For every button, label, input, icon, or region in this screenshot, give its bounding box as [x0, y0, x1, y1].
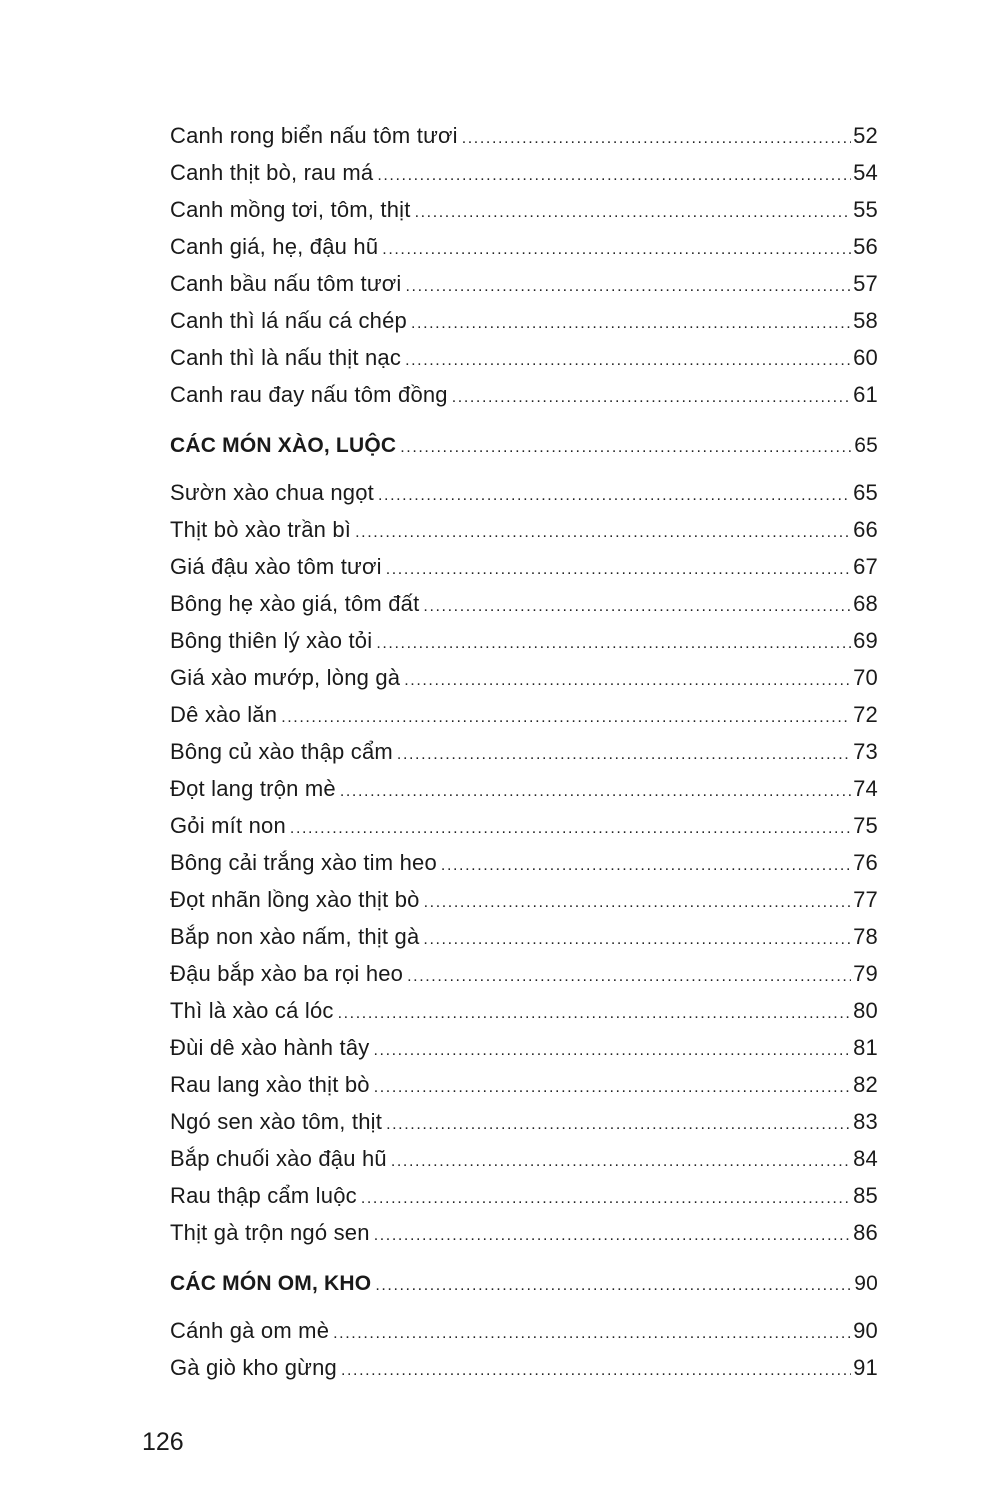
- entry-title: Đọt lang trộn mè: [170, 776, 336, 801]
- dot-leader: [441, 847, 851, 884]
- toc-entry: [170, 339, 878, 376]
- entry-page-number: 76: [853, 850, 878, 875]
- entry-page-number: 83: [853, 1109, 878, 1134]
- dot-leader: [405, 342, 851, 379]
- entry-page-number: 65: [854, 434, 878, 457]
- entry-page-number: 68: [853, 591, 878, 616]
- entry-title: Canh rau đay nấu tôm đồng: [170, 382, 448, 407]
- dot-leader: [382, 231, 851, 268]
- dot-leader: [375, 1267, 852, 1304]
- entry-title: Đọt nhãn lồng xào thịt bò: [170, 887, 420, 912]
- entry-title: Dê xào lăn: [170, 702, 278, 727]
- entry-title: Gỏi mít non: [170, 813, 286, 838]
- dot-leader: [340, 773, 851, 810]
- entry-title: Giá xào mướp, lòng gà: [170, 665, 401, 690]
- toc-entry: [170, 733, 878, 770]
- toc-entry: [170, 881, 878, 918]
- toc-entry: [170, 474, 878, 511]
- toc-entry: [170, 1140, 878, 1177]
- toc-entry: [170, 265, 878, 302]
- dot-leader: [411, 305, 851, 342]
- toc-entry: [170, 228, 878, 265]
- entry-page-number: 57: [853, 271, 878, 296]
- dot-leader: [341, 1352, 851, 1389]
- entry-title: Canh giá, hẹ, đậu hũ: [170, 234, 379, 259]
- entry-page-number: 86: [853, 1220, 878, 1245]
- entry-title: Bông thiên lý xào tỏi: [170, 628, 373, 653]
- toc-section-heading: [170, 427, 878, 464]
- entry-title: Canh thì là nấu thịt nạc: [170, 345, 402, 370]
- entry-title: Đùi dê xào hành tây: [170, 1035, 370, 1060]
- entry-title: Gà giò kho gừng: [170, 1355, 337, 1380]
- entry-title: Canh thì lá nấu cá chép: [170, 308, 407, 333]
- toc-entry: [170, 302, 878, 339]
- dot-leader: [376, 625, 851, 662]
- toc-entry: [170, 918, 878, 955]
- dot-leader: [397, 736, 851, 773]
- entry-page-number: 79: [853, 961, 878, 986]
- entry-title: Ngó sen xào tôm, thịt: [170, 1109, 383, 1134]
- entry-title: Thịt bò xào trần bì: [170, 517, 352, 542]
- entry-title: Cánh gà om mè: [170, 1318, 330, 1343]
- entry-page-number: 80: [853, 998, 878, 1023]
- dot-leader: [452, 379, 851, 416]
- dot-leader: [281, 699, 851, 736]
- entry-title: Thì là xào cá lóc: [170, 998, 334, 1023]
- entry-page-number: 54: [853, 160, 878, 185]
- entry-title: Bắp non xào nấm, thịt gà: [170, 924, 420, 949]
- toc-entry: [170, 770, 878, 807]
- entry-page-number: 91: [853, 1355, 878, 1380]
- toc-entry: [170, 117, 878, 154]
- dot-leader: [361, 1180, 851, 1217]
- section-title: CÁC MÓN XÀO, LUỘC: [170, 434, 397, 457]
- entry-page-number: 65: [853, 480, 878, 505]
- toc-entry: [170, 1312, 878, 1349]
- dot-leader: [423, 921, 851, 958]
- entry-page-number: 69: [853, 628, 878, 653]
- toc-entry: [170, 511, 878, 548]
- entry-page-number: 81: [853, 1035, 878, 1060]
- dot-leader: [423, 588, 851, 625]
- toc-section-heading: [170, 1265, 878, 1302]
- toc-entry: [170, 1177, 878, 1214]
- entry-page-number: 90: [853, 1318, 878, 1343]
- dot-leader: [378, 477, 851, 514]
- toc-entry: [170, 807, 878, 844]
- dot-leader: [355, 514, 851, 551]
- toc-entry: [170, 696, 878, 733]
- entry-title: Sườn xào chua ngọt: [170, 480, 374, 505]
- entry-page-number: 66: [853, 517, 878, 542]
- toc-entry: [170, 659, 878, 696]
- entry-page-number: 77: [853, 887, 878, 912]
- dot-leader: [333, 1315, 851, 1352]
- entry-title: Bông củ xào thập cẩm: [170, 739, 393, 764]
- dot-leader: [290, 810, 851, 847]
- entry-title: Bông hẹ xào giá, tôm đất: [170, 591, 420, 616]
- table-of-contents: [170, 117, 878, 1386]
- entry-title: Rau lang xào thịt bò: [170, 1072, 370, 1097]
- toc-entry: [170, 1029, 878, 1066]
- entry-page-number: 72: [853, 702, 878, 727]
- toc-entry: [170, 548, 878, 585]
- entry-page-number: 52: [853, 123, 878, 148]
- entry-page-number: 85: [853, 1183, 878, 1208]
- section-title: CÁC MÓN OM, KHO: [170, 1272, 372, 1295]
- entry-title: Canh bầu nấu tôm tươi: [170, 271, 402, 296]
- entry-title: Bắp chuối xào đậu hũ: [170, 1146, 387, 1171]
- entry-page-number: 70: [853, 665, 878, 690]
- entry-page-number: 74: [853, 776, 878, 801]
- toc-entry: [170, 1066, 878, 1103]
- entry-title: Giá đậu xào tôm tươi: [170, 554, 382, 579]
- dot-leader: [374, 1069, 851, 1106]
- entry-page-number: 61: [853, 382, 878, 407]
- dot-leader: [400, 429, 852, 466]
- entry-page-number: 82: [853, 1072, 878, 1097]
- entry-page-number: 73: [853, 739, 878, 764]
- dot-leader: [386, 1106, 851, 1143]
- toc-entry: [170, 955, 878, 992]
- entry-page-number: 90: [854, 1272, 878, 1295]
- dot-leader: [407, 958, 851, 995]
- entry-page-number: 60: [853, 345, 878, 370]
- dot-leader: [415, 194, 852, 231]
- toc-entry: [170, 191, 878, 228]
- entry-title: Bông cải trắng xào tim heo: [170, 850, 437, 875]
- toc-entry: [170, 154, 878, 191]
- entry-page-number: 78: [853, 924, 878, 949]
- toc-entry: [170, 992, 878, 1029]
- dot-leader: [404, 662, 851, 699]
- dot-leader: [405, 268, 851, 305]
- dot-leader: [386, 551, 851, 588]
- entry-title: Canh rong biển nấu tôm tươi: [170, 123, 458, 148]
- entry-page-number: 56: [853, 234, 878, 259]
- dot-leader: [391, 1143, 851, 1180]
- entry-title: Rau thập cẩm luộc: [170, 1183, 357, 1208]
- entry-title: Thịt gà trộn ngó sen: [170, 1220, 370, 1245]
- dot-leader: [374, 1217, 851, 1254]
- dot-leader: [374, 1032, 852, 1069]
- toc-entry: [170, 585, 878, 622]
- entry-title: Canh thịt bò, rau má: [170, 160, 374, 185]
- entry-page-number: 67: [853, 554, 878, 579]
- toc-entry: [170, 622, 878, 659]
- dot-leader: [462, 120, 851, 157]
- toc-entry: [170, 1214, 878, 1251]
- toc-entry: [170, 1103, 878, 1140]
- dot-leader: [377, 157, 851, 194]
- toc-entry: [170, 1349, 878, 1386]
- toc-entry: [170, 844, 878, 881]
- entry-page-number: 58: [853, 308, 878, 333]
- page-number: 126: [142, 1428, 184, 1456]
- entry-title: Đậu bắp xào ba rọi heo: [170, 961, 404, 986]
- toc-entry: [170, 376, 878, 413]
- entry-page-number: 84: [853, 1146, 878, 1171]
- entry-title: Canh mồng tơi, tôm, thịt: [170, 197, 411, 222]
- entry-page-number: 55: [853, 197, 878, 222]
- dot-leader: [424, 884, 852, 921]
- dot-leader: [338, 995, 852, 1032]
- entry-page-number: 75: [853, 813, 878, 838]
